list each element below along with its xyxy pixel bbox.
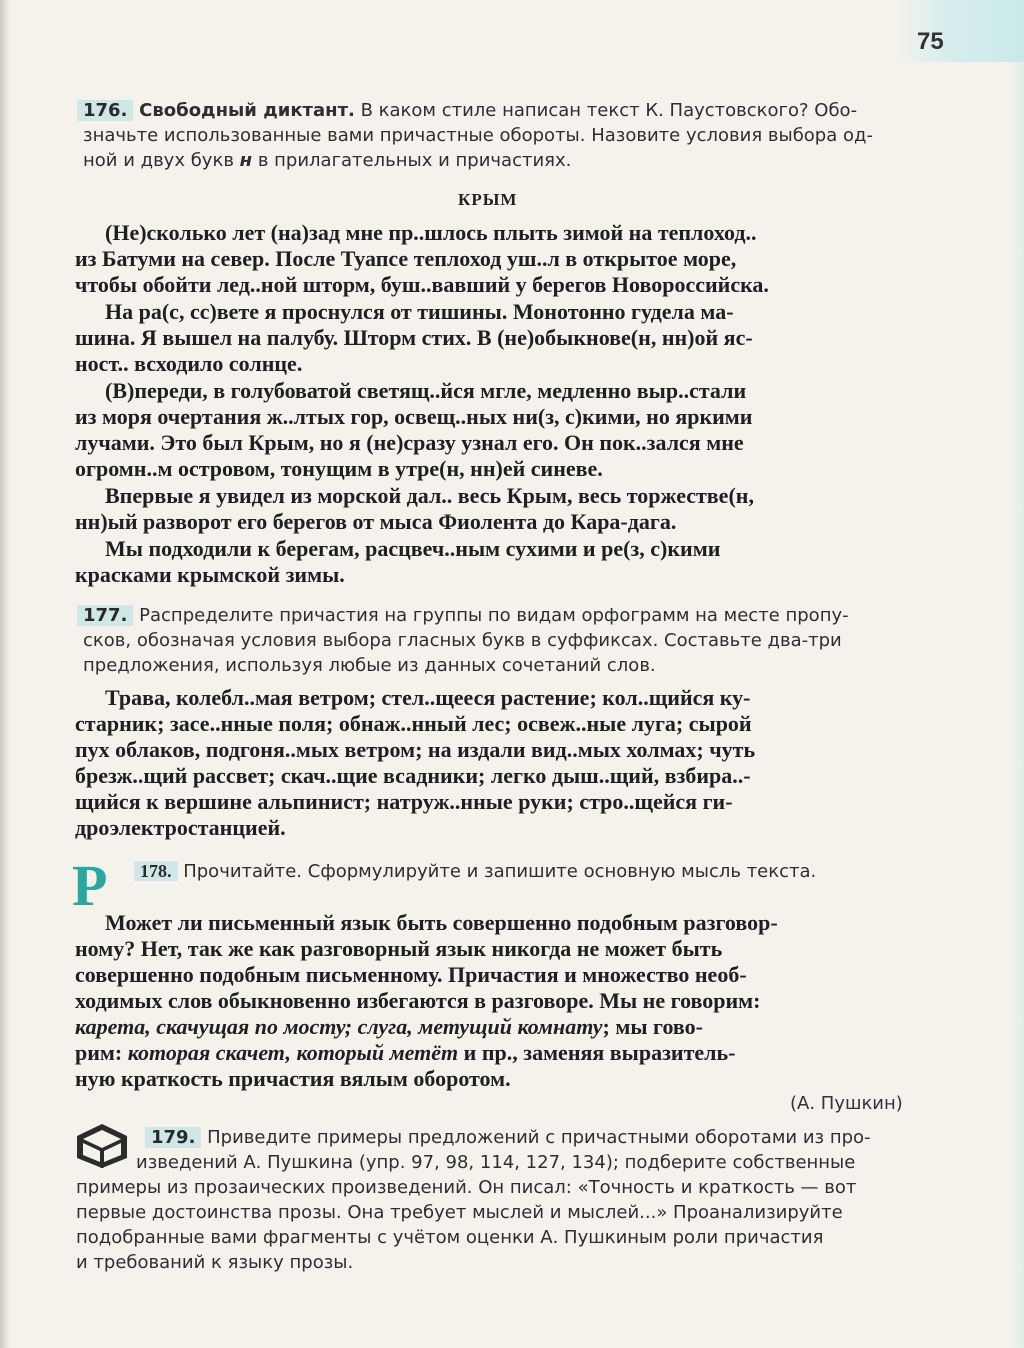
text-line: чтобы обойти лед..ной шторм, буш..вавший у берегов Новороссийска.: [75, 272, 769, 297]
exercise-176-task: [83, 100, 923, 180]
text-line: ную краткость причастия вялым оборотом.: [75, 1066, 511, 1091]
page-corner-tab: [894, 0, 1024, 62]
exercise-176-heading: Свободный диктант.: [139, 100, 355, 121]
text-line: ; мы гово-: [602, 1014, 703, 1039]
exercise-178-number: 178.: [134, 861, 178, 881]
text-line: ному? Нет, так же как разговорный язык никогда не может быть: [75, 936, 723, 961]
exercise-177-task-line: сков, обозначая условия выбора гласных букв в суффиксах. Составьте два-три: [83, 630, 842, 651]
exercise-177-task-line: Распределите причастия на группы по видам орфограмм на месте пропу-: [133, 605, 849, 626]
text-line: (В)переди, в голубоватой светящ..йся мгле, медленно выр..стали: [105, 378, 747, 403]
text-italic: карета, скачущая по мосту; слуга, метущий комнату: [75, 1014, 603, 1039]
text-line: рим:: [75, 1040, 128, 1065]
exercise-179-task-line: подобранные вами фрагменты с учётом оценки А. Пушкиным роли причастия: [76, 1227, 824, 1248]
text-line: Впервые я увидел из морской дал.. весь Крым, весь торжестве(н,: [105, 483, 754, 508]
page-number: 75: [917, 28, 944, 55]
exercise-178-text: [75, 910, 915, 1100]
text-line: старник; засе..нные поля; обнаж..нный лес; освеж..ные луга; сырой: [75, 711, 752, 736]
text-line: нн)ый разворот его берегов от мыса Фиолента до Кара-дага.: [75, 509, 677, 534]
exercise-179-task-line: первые достоинства прозы. Она требует мыслей и мыслей...» Проанализируйте: [76, 1202, 843, 1223]
exercise-176-task-line: в прилагательных и причастиях.: [252, 150, 572, 171]
exercise-176-text: [75, 220, 915, 590]
exercise-179-task-line: примеры из прозаических произведений. Он писал: «Точность и краткость — вот: [76, 1177, 857, 1198]
text-line: из моря очертания ж..лтых гор, освещ..ных ни(з, с)кими, но яркими: [75, 404, 753, 429]
text-line: лучами. Это был Крым, но я (не)сразу узнал его. Он пок..зался мне: [75, 430, 744, 455]
text-line: (Не)сколько лет (на)зад мне пр..шлось плыть зимой на теплоход..: [105, 220, 757, 245]
exercise-177-number: 177.: [77, 605, 133, 626]
text-line: из Батуми на север. После Туапсе теплоход уш..л в открытое море,: [75, 246, 737, 271]
exercise-178-task-line: Прочитайте. Сформулируйте и запишите основную мысль текста.: [177, 861, 817, 882]
text-line: красками крымской зимы.: [75, 562, 345, 587]
exercise-176-letter: н: [239, 150, 253, 171]
text-title: КРЫМ: [458, 190, 518, 209]
exercise-176-task-line: В каком стиле написан текст К. Паустовского? Обо-: [354, 100, 858, 121]
exercise-179-task-line: Приведите примеры предложений с причастными оборотами из про-: [201, 1127, 871, 1148]
text-line: пух облаков, подгоня..мых ветром; на издали вид..мых холмах; чуть: [75, 737, 756, 762]
text-line: ходимых слов обыкновенно избегаются в разговоре. Мы не говорим:: [75, 988, 761, 1013]
text-line: щийся к вершине альпинист; натруж..нные руки; стро..щейся ги-: [75, 789, 733, 814]
exercise-177-task-line: предложения, используя любые из данных сочетаний слов.: [83, 655, 656, 676]
text-line: брезж..щий рассвет; скач..щие всадники; легко дыш..щий, взбира..-: [75, 763, 751, 788]
text-line: огромн..м островом, тонущим в утре(н, нн)ей синеве.: [75, 456, 603, 481]
exercise-179-task-line: и требований к языку прозы.: [76, 1252, 354, 1273]
text-line: совершенно подобным письменному. Причастия и множество необ-: [75, 962, 747, 987]
exercise-177-task: [83, 605, 923, 680]
rhetoric-marker: Р: [72, 853, 108, 918]
page-binding-shadow: [0, 0, 10, 1348]
exercise-179-task-line: изведений А. Пушкина (упр. 97, 98, 114, 127, 134); подберите собственные: [136, 1152, 856, 1173]
page-edge-tint: [1008, 62, 1024, 1348]
text-line: и пр., заменяя выразитель-: [458, 1040, 736, 1065]
exercise-179-number: 179.: [145, 1127, 201, 1148]
exercise-178-task: [140, 861, 920, 887]
text-line: Может ли письменный язык быть совершенно подобным разговор-: [105, 910, 778, 935]
text-line: ност.. всходило солнце.: [75, 351, 303, 376]
exercise-177-text: [75, 685, 915, 845]
text-line: На ра(с, сс)вете я проснулся от тишины. Монотонно гудела ма-: [105, 299, 734, 324]
text-line: дроэлектростанцией.: [75, 815, 286, 840]
exercise-179-task: [76, 1127, 924, 1277]
exercise-176-number: 176.: [77, 100, 133, 121]
author-attribution: (А. Пушкин): [790, 1093, 903, 1114]
exercise-176-task-line: ной и двух букв: [83, 150, 240, 171]
text-line: Мы подходили к берегам, расцвеч..ным сухими и ре(з, с)кими: [105, 536, 721, 561]
text-line: Трава, колебл..мая ветром; стел..щееся растение; кол..щийся ку-: [105, 685, 751, 710]
text-italic: которая скачет, который метёт: [127, 1040, 459, 1065]
text-line: шина. Я вышел на палубу. Шторм стих. В (не)обыкнове(н, нн)ой яс-: [75, 325, 753, 350]
exercise-176-task-line: значьте использованные вами причастные обороты. Назовите условия выбора од-: [83, 125, 873, 146]
